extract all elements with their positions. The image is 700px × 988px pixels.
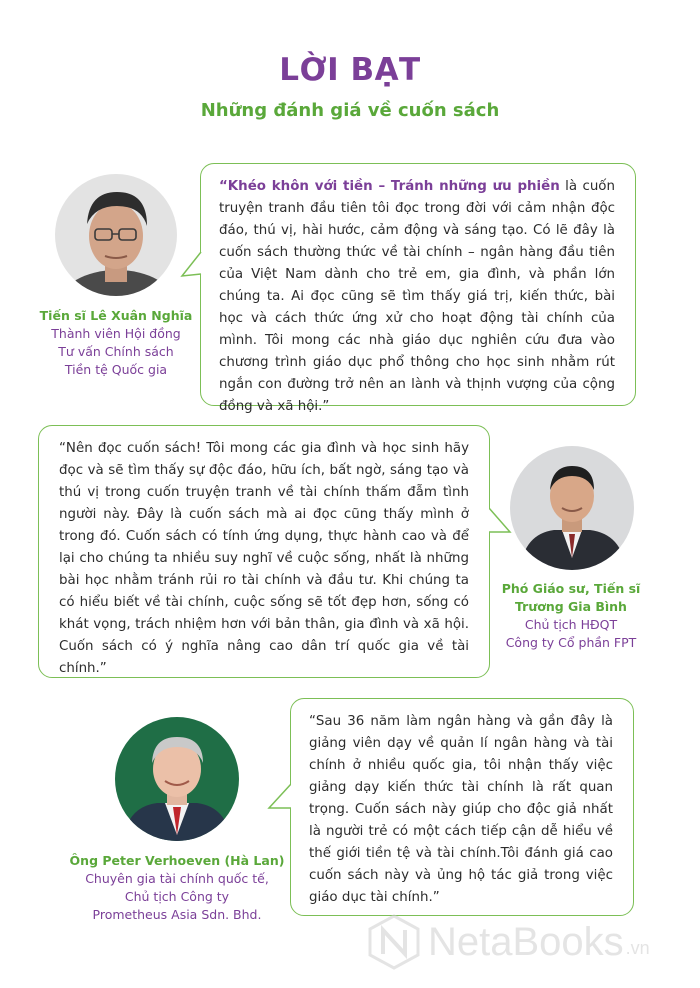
bubble-tail-2 (488, 508, 512, 542)
quote-text: “Khéo khôn với tiền – Tránh những ưu phiền là cuốn truyện tranh đầu tiên tôi đọc trong đời với cảm nhận độc đáo, thú vị, hài hước, cảm động và sáng tạo. Có lẽ đây là cuốn sách thường thức về tài chính – ngân hàng đầu tiên của Việt Nam dành cho trẻ em, gia đình, và phần lớn chúng ta. Ai đọc cũng sẽ tìm thấy giá trị, kiến thức, bài học và cách thức ứng xử cho hoạt động tài chính của mình. Tôi mong các nhà giáo dục nghiên cứu đưa vào chương trình giáo dục phổ thông cho học sinh nhằm rút ngắn con đường trở nên an lành và thịnh vượng của cộng đồng và xã hội.” (219, 179, 615, 414)
quote-text: “Nên đọc cuốn sách! Tôi mong các gia đình và học sinh hãy đọc và sẽ tìm thấy sự độc đáo, hữu ích, bất ngờ, sáng tạo và thú vị trong cuốn truyện tranh về tài chính thấm đẫm tình người này. Đây là cuốn sách mà ai đọc cũng thấy mình ở trong đó. Cuốn sách có tính ứng dụng, thực hành cao và để lại cho chúng ta nhiều suy nghĩ về cuộc sống, nhất là những bài học nhằm tránh rủi ro tài chính và đầu tư. Khi chúng ta có hiểu biết về tài chính, cuộc sống sẽ tốt đẹp hơn, sống có khát vọng, trách nhiệm hơn với bản thân, gia đình và xã hội. Cuốn sách có ý nghĩa nâng cao dân trí quốc gia về tài chính.” (59, 441, 469, 676)
bubble-tail-1 (182, 252, 204, 286)
reviewer-name: Trương Gia Bình (515, 599, 627, 614)
quote-book-title: “Khéo khôn với tiền – Tránh những ưu phiền (219, 179, 560, 194)
reviewer-name: Phó Giáo sư, Tiến sĩ (501, 581, 641, 596)
reviewer-role-line: Chuyên gia tài chính quốc tế, (85, 871, 269, 886)
reviewer-name: Tiến sĩ Lê Xuân Nghĩa (39, 308, 193, 323)
watermark-tld: .vn (625, 937, 650, 958)
quote-bubble-3 (290, 698, 634, 916)
reviewer-role-line: Prometheus Asia Sdn. Bhd. (92, 907, 262, 922)
page-subtitle: Những đánh giá về cuốn sách (200, 100, 500, 121)
watermark-wordmark: NetaBooks (428, 919, 624, 964)
reviewer-role-line: Công ty Cổ phần FPT (505, 635, 637, 650)
reviewer-role-line: Chủ tịch Công ty (124, 889, 230, 904)
reviewer-caption-2 (496, 580, 646, 652)
netabooks-logo-icon (368, 914, 420, 970)
page-title: LỜI BẠT (279, 52, 421, 88)
quote-bubble-2 (38, 425, 490, 678)
reviewer-name: Ông Peter Verhoeven (Hà Lan) (69, 853, 285, 868)
reviewer-role-line: Tư vấn Chính sách (58, 344, 174, 359)
quote-bubble-1 (200, 163, 636, 414)
reviewer-role-line: Thành viên Hội đồng (51, 326, 181, 341)
portrait-le-xuan-nghia (55, 174, 177, 296)
portrait-peter-verhoeven (115, 717, 239, 841)
portrait-truong-gia-binh (510, 446, 634, 570)
reviewer-role-line: Tiền tệ Quốc gia (64, 362, 168, 377)
netabooks-watermark (368, 914, 650, 970)
reviewer-role-line: Chủ tịch HĐQT (524, 617, 618, 632)
bubble-tail-3 (269, 784, 293, 818)
quote-text: “Sau 36 năm làm ngân hàng và gần đây là giảng viên dạy về quản lí ngân hàng và tài chính ở nhiều quốc gia, tôi nhận thấy việc giảng dạy kiến thức tài chính là rất quan trọng. Cuốn sách này giúp cho độc giả nhất là người trẻ có một cách tiếp cận dễ hiểu về thế giới tiền tệ và tài chính.Tôi đánh giá cao cuốn sách này và ủng hộ tác giả trong việc giáo dục tài chính.” (309, 714, 613, 905)
reviewer-caption-3 (60, 852, 294, 924)
reviewer-caption-1 (30, 307, 202, 379)
